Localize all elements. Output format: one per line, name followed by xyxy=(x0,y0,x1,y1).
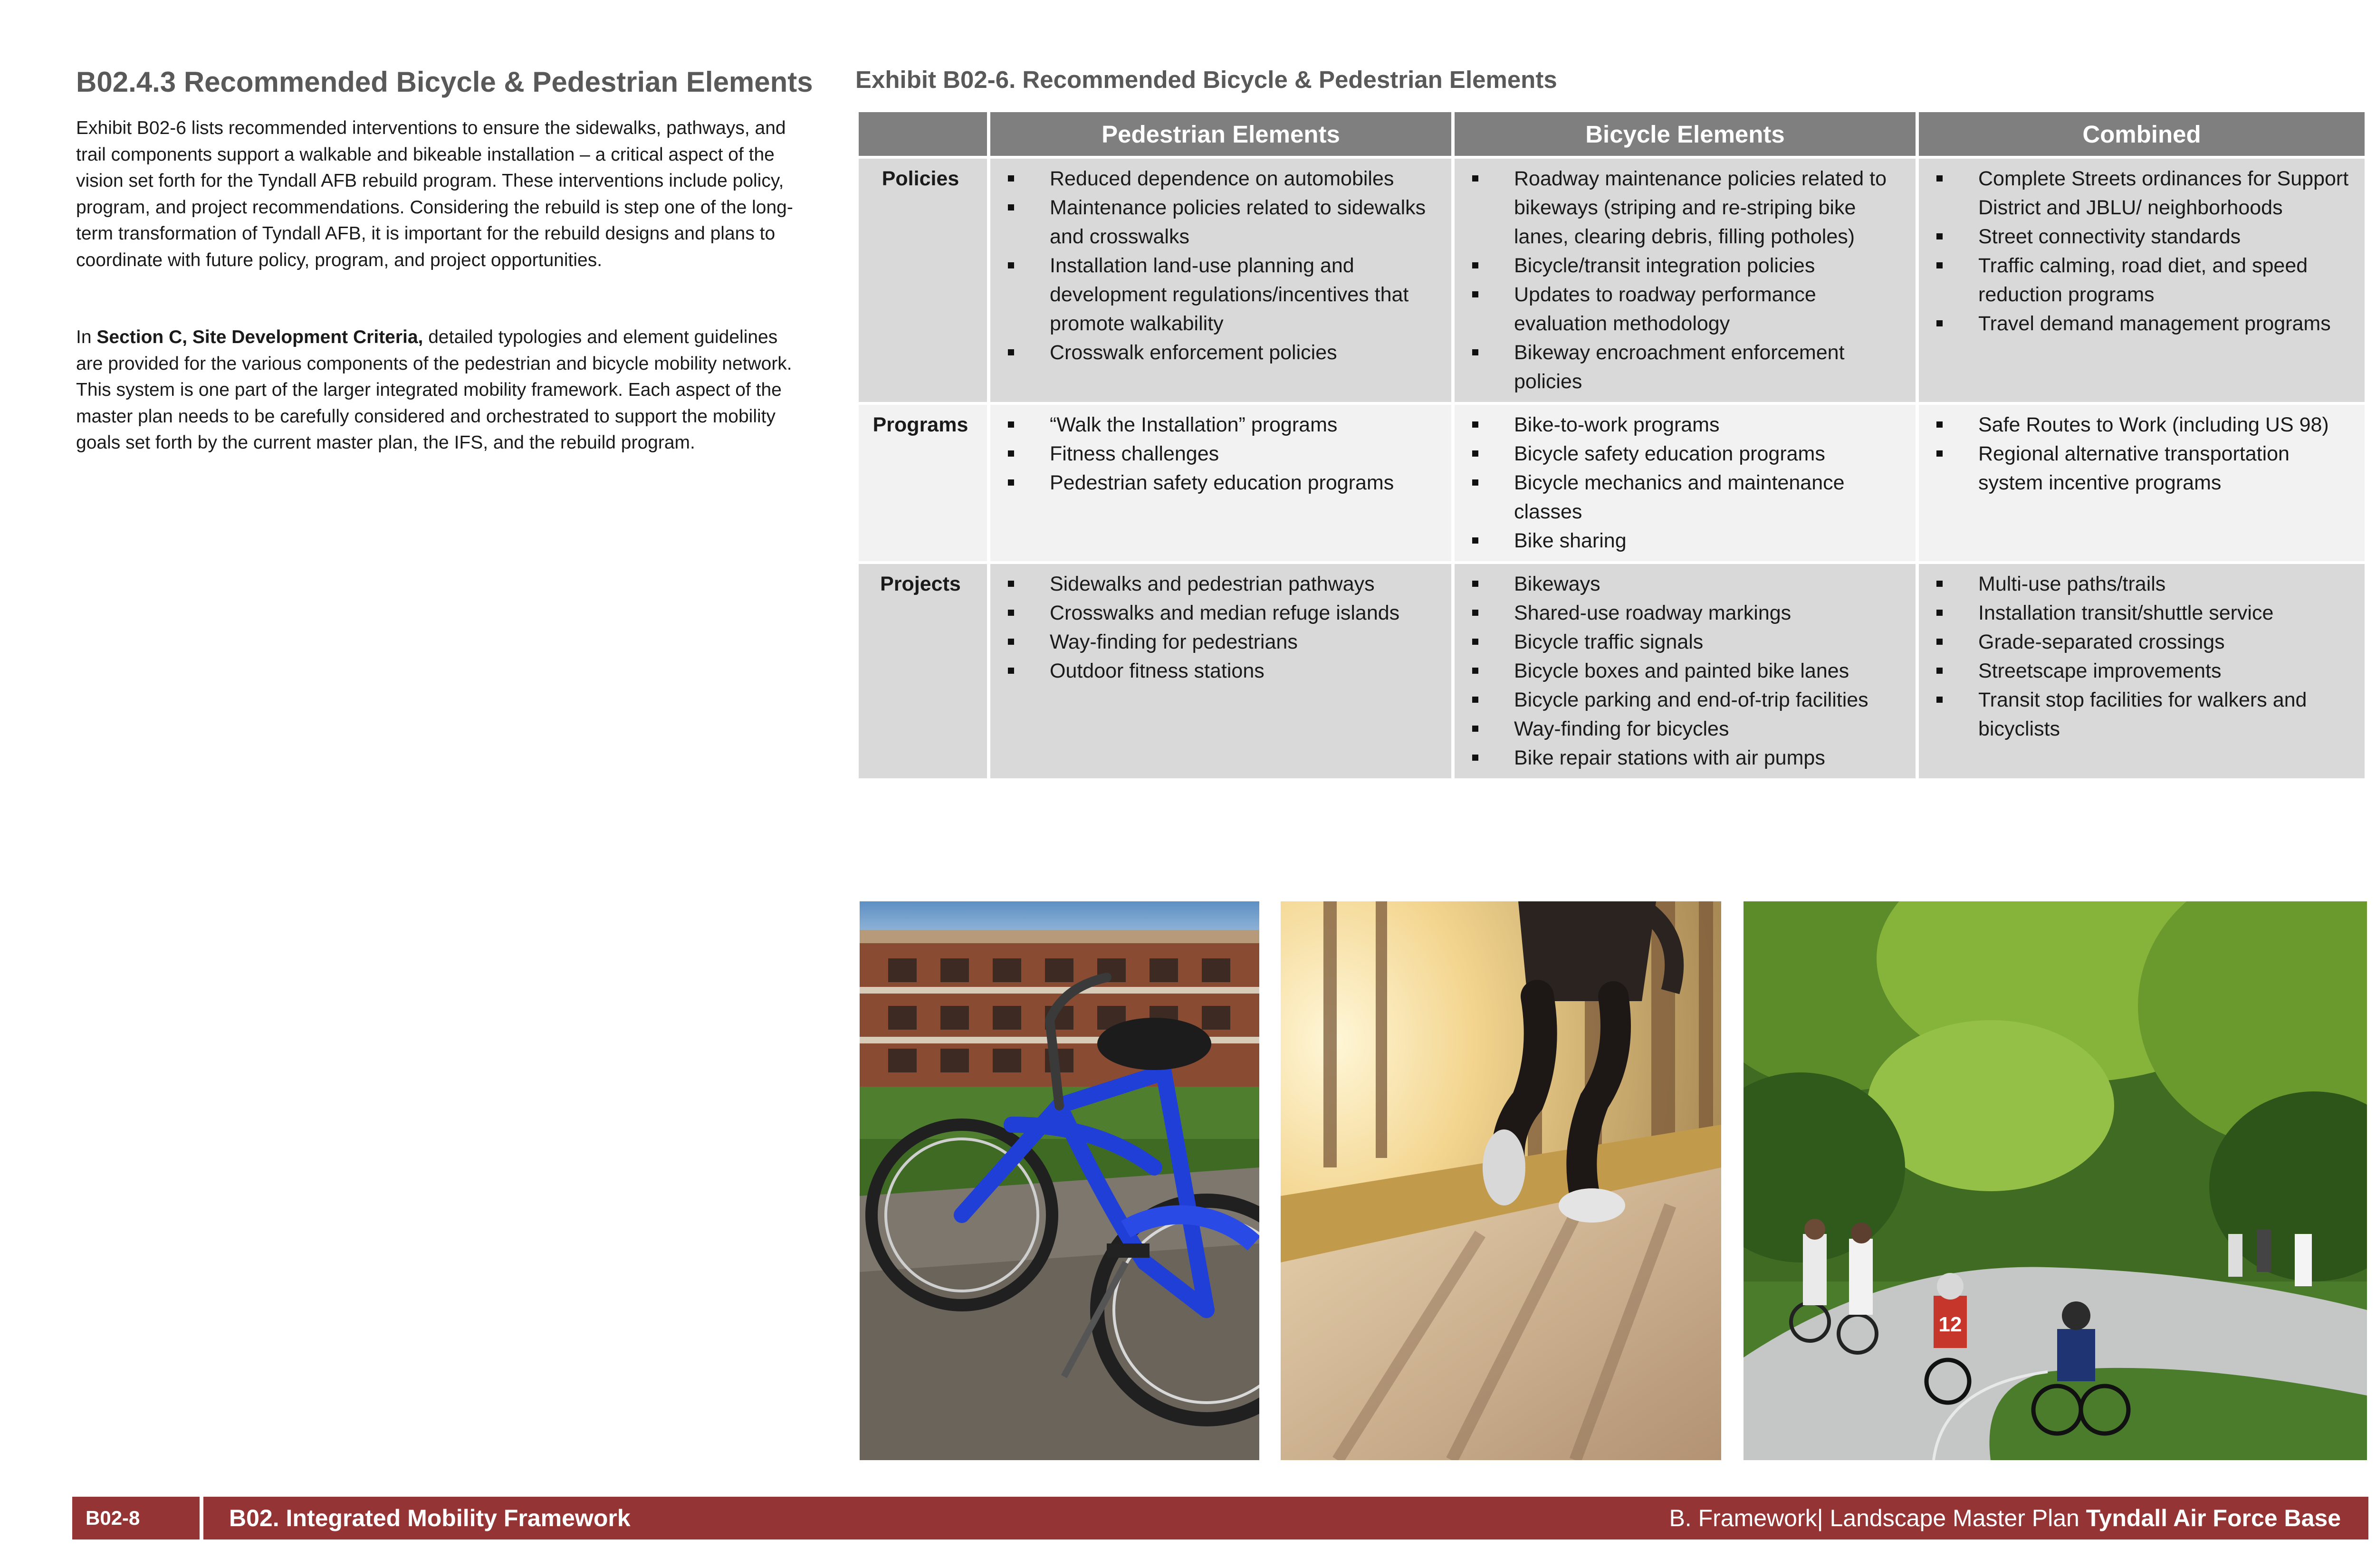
list-item: Regional alternative transportation system incentive programs xyxy=(1919,440,2360,497)
list-item: Sidewalks and pedestrian pathways xyxy=(990,570,1447,599)
list-item: Bicycle traffic signals xyxy=(1455,628,1911,657)
footer-part: B. Framework xyxy=(1669,1505,1817,1531)
policies-combined-cell xyxy=(1919,159,2365,402)
list-item: Bicycle boxes and painted bike lanes xyxy=(1455,657,1911,686)
footer-divider xyxy=(200,1497,203,1539)
blue-bicycle-illustration xyxy=(860,901,1259,1460)
list-item: Multi-use paths/trails xyxy=(1919,570,2360,599)
runner-illustration xyxy=(1281,901,1721,1460)
photo-family-cycling-trail xyxy=(1744,901,2367,1460)
table-header-row xyxy=(859,112,2365,156)
list-item: Bicycle mechanics and maintenance classes xyxy=(1455,468,1911,526)
programs-bicycle-cell xyxy=(1455,405,1916,561)
list-item: Safe Routes to Work (including US 98) xyxy=(1919,411,2360,440)
list-item: Way-finding for bicycles xyxy=(1455,715,1911,744)
list-item: Bicycle safety education programs xyxy=(1455,440,1911,468)
header-blank-cell xyxy=(859,112,987,156)
policies-pedestrian-cell xyxy=(990,159,1451,402)
row-label-projects: Projects xyxy=(859,564,987,778)
list-item: Installation transit/shuttle service xyxy=(1919,599,2360,628)
list-item: Updates to roadway performance evaluation methodology xyxy=(1455,280,1911,338)
list-item: Way-finding for pedestrians xyxy=(990,628,1447,657)
family-cycling-illustration xyxy=(1744,901,2367,1460)
list-item: Traffic calming, road diet, and speed reduction programs xyxy=(1919,251,2360,309)
list-item: Bicycle/transit integration policies xyxy=(1455,251,1911,280)
list-item: Pedestrian safety education programs xyxy=(990,468,1447,497)
programs-pedestrian-cell xyxy=(990,405,1451,561)
exhibit-title: Exhibit B02-6. Recommended Bicycle & Pedestrian Elements xyxy=(855,66,1557,93)
photo-runner-on-trail xyxy=(1281,901,1721,1460)
list-item: Transit stop facilities for walkers and bicyclists xyxy=(1919,686,2360,744)
list-item: Shared-use roadway markings xyxy=(1455,599,1911,628)
footer-document-title xyxy=(1669,1497,2341,1539)
elements-table xyxy=(855,109,2368,781)
table-row-projects xyxy=(859,564,2365,778)
list-item: Grade-separated crossings xyxy=(1919,628,2360,657)
jersey-number: 12 xyxy=(1938,1313,1962,1336)
list-item: Complete Streets ordinances for Support District and JBLU/ neighborhoods xyxy=(1919,164,2360,222)
table-row-programs xyxy=(859,405,2365,561)
footer-base-name: Tyndall Air Force Base xyxy=(2086,1505,2341,1531)
section-c-reference: Section C, Site Development Criteria, xyxy=(96,327,423,347)
intro-paragraph: Exhibit B02-6 lists recommended interventions to ensure the sidewalks, pathways, and trail components support a walkable and bikeable installation – a critical aspect of the vision set forth for the Tyndall AFB rebuild program. These interventions include policy, program, and project recommendations. Considering the rebuild is step one of the long-term transformation of Tyndall AFB, it is important for the rebuild designs and plans to coordinate with future policy, program, and project opportunities. xyxy=(76,118,793,270)
header-pedestrian-elements: Pedestrian Elements xyxy=(990,112,1451,156)
projects-pedestrian-cell xyxy=(990,564,1451,778)
row-label-programs: Programs xyxy=(859,405,987,561)
list-item: Reduced dependence on automobiles xyxy=(990,164,1447,193)
header-bicycle-elements: Bicycle Elements xyxy=(1455,112,1916,156)
list-item: Bike sharing xyxy=(1455,526,1911,555)
photo-blue-bicycle xyxy=(860,901,1259,1460)
header-combined: Combined xyxy=(1919,112,2365,156)
projects-combined-cell xyxy=(1919,564,2365,778)
table-row-policies xyxy=(859,159,2365,402)
section-heading: B02.4.3 Recommended Bicycle & Pedestrian Elements xyxy=(76,66,813,98)
para2-lead: In xyxy=(76,327,97,347)
list-item: Bike-to-work programs xyxy=(1455,411,1911,440)
list-item: Bikeway encroachment enforcement policies xyxy=(1455,338,1911,396)
footer-bar xyxy=(72,1497,2368,1539)
footer-chapter-title: B02. Integrated Mobility Framework xyxy=(229,1505,631,1531)
footer-separator: | xyxy=(1817,1505,1823,1531)
list-item: Fitness challenges xyxy=(990,440,1447,468)
para2-body: detailed typologies and element guidelines are provided for the various components of the pedestrian and bicycle mobility network. This system is one part of the larger integrated mobility framework. Each aspect of the master plan needs to be carefully considered and orchestrated to support the mobility goals set forth by the current master plan, the IFS, and the rebuild program. xyxy=(76,327,792,453)
list-item: Travel demand management programs xyxy=(1919,309,2360,338)
row-label-policies: Policies xyxy=(859,159,987,402)
list-item: Street connectivity standards xyxy=(1919,222,2360,251)
section-c-paragraph xyxy=(76,324,808,456)
footer-page-number: B02-8 xyxy=(86,1507,140,1529)
list-item: Streetscape improvements xyxy=(1919,657,2360,686)
list-item: Roadway maintenance policies related to bikeways (striping and re-striping bike lanes, clearing debris, filling potholes) xyxy=(1455,164,1911,251)
list-item: Outdoor fitness stations xyxy=(990,657,1447,686)
footer-document: Landscape Master Plan xyxy=(1823,1505,2086,1531)
list-item: Installation land-use planning and development regulations/incentives that promote walkability xyxy=(990,251,1447,338)
list-item: Bike repair stations with air pumps xyxy=(1455,744,1911,773)
list-item: Maintenance policies related to sidewalks and crosswalks xyxy=(990,193,1447,251)
policies-bicycle-cell xyxy=(1455,159,1916,402)
list-item: Bicycle parking and end-of-trip facilities xyxy=(1455,686,1911,715)
list-item: Crosswalk enforcement policies xyxy=(990,338,1447,367)
list-item: Crosswalks and median refuge islands xyxy=(990,599,1447,628)
list-item: Bikeways xyxy=(1455,570,1911,599)
programs-combined-cell xyxy=(1919,405,2365,561)
projects-bicycle-cell xyxy=(1455,564,1916,778)
list-item: “Walk the Installation” programs xyxy=(990,411,1447,440)
